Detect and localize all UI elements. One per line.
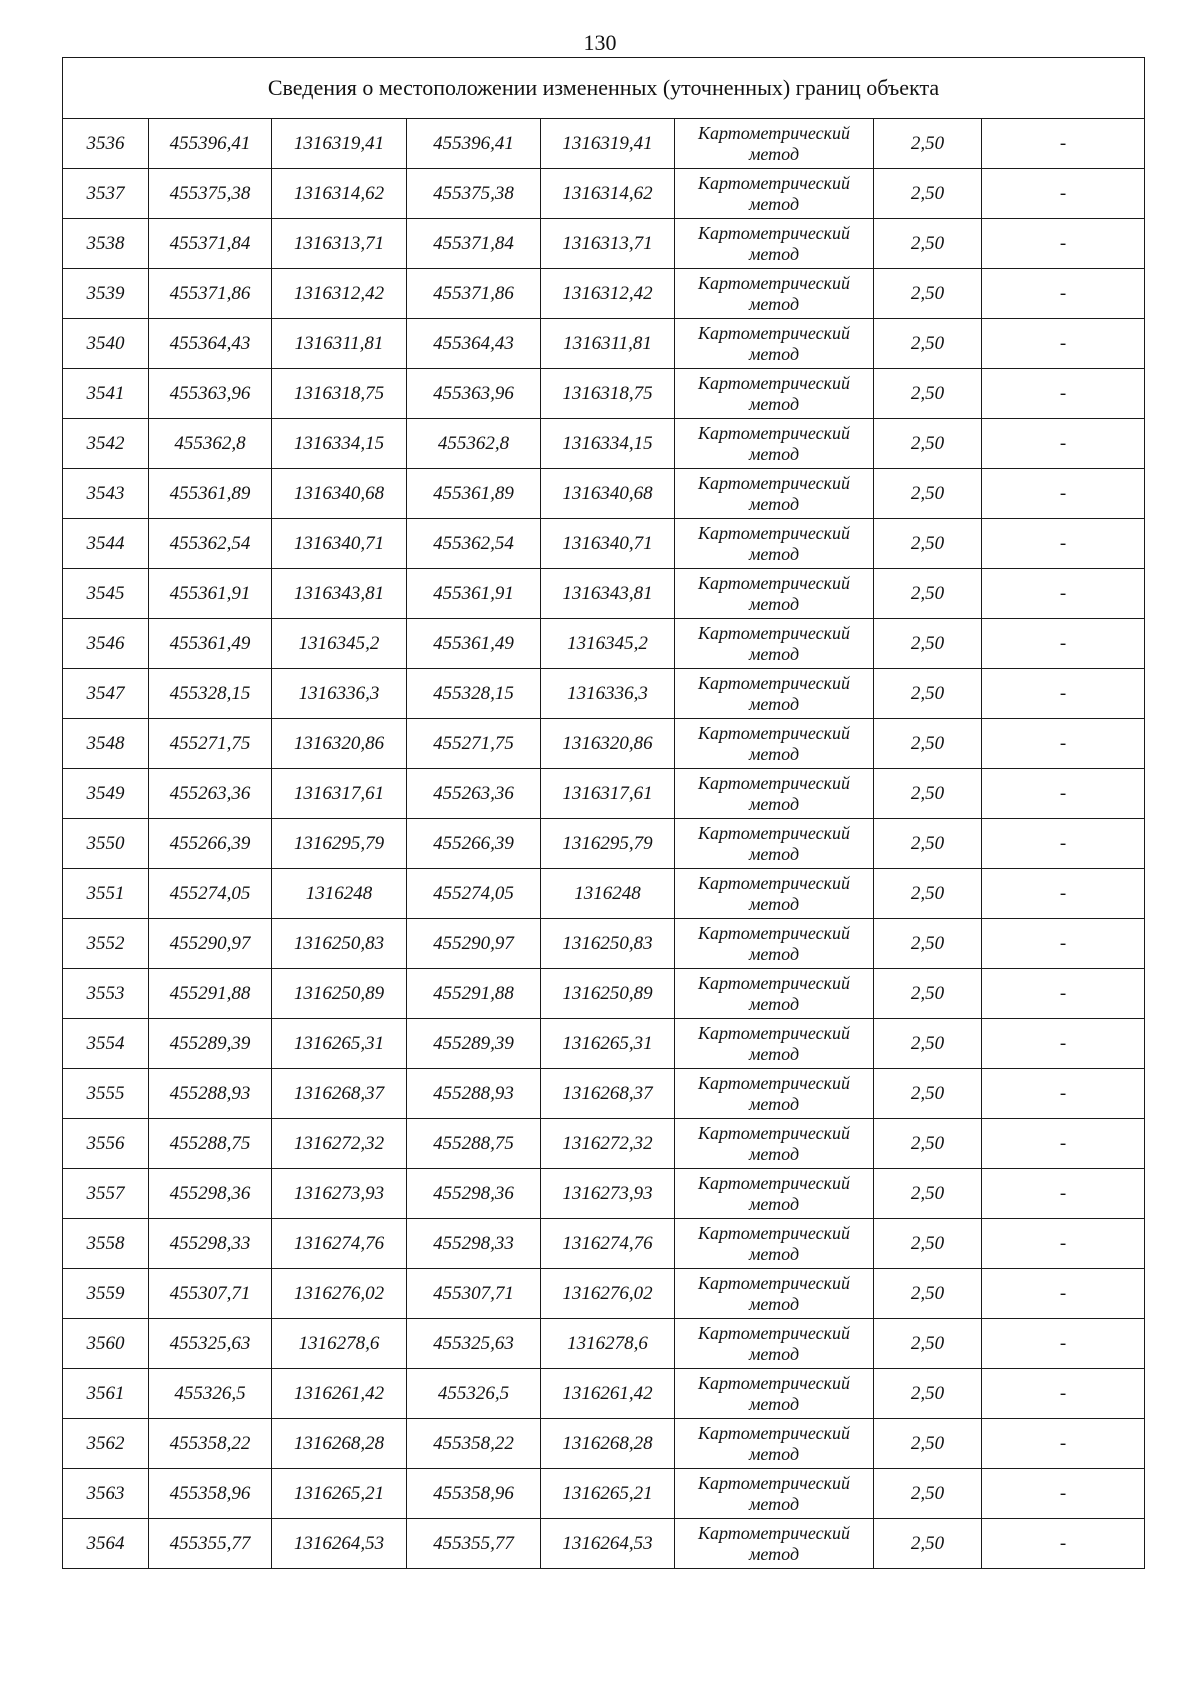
- existing-x-cell: 455298,36: [149, 1169, 272, 1219]
- accuracy-cell: 2,50: [874, 1369, 982, 1419]
- point-number-cell: 3550: [63, 819, 149, 869]
- table-row: [63, 1269, 1145, 1319]
- existing-y-cell: 1316345,2: [272, 619, 407, 669]
- existing-y-cell: 1316268,37: [272, 1069, 407, 1119]
- new-y-cell: 1316317,61: [541, 769, 675, 819]
- new-x-cell: 455326,5: [407, 1369, 541, 1419]
- point-number-cell: 3545: [63, 569, 149, 619]
- existing-x-cell: 455355,77: [149, 1519, 272, 1569]
- boundary-coordinates-table: [62, 57, 1145, 1569]
- new-x-cell: 455358,96: [407, 1469, 541, 1519]
- method-cell: Картометрический метод: [675, 569, 874, 619]
- new-y-cell: 1316273,93: [541, 1169, 675, 1219]
- existing-y-cell: 1316276,02: [272, 1269, 407, 1319]
- new-x-cell: 455362,54: [407, 519, 541, 569]
- description-cell: -: [982, 1219, 1145, 1269]
- new-x-cell: 455291,88: [407, 969, 541, 1019]
- new-y-cell: 1316274,76: [541, 1219, 675, 1269]
- existing-y-cell: 1316265,31: [272, 1019, 407, 1069]
- method-cell: Картометрический метод: [675, 1119, 874, 1169]
- table-row: [63, 1169, 1145, 1219]
- accuracy-cell: 2,50: [874, 419, 982, 469]
- new-y-cell: 1316295,79: [541, 819, 675, 869]
- new-x-cell: 455263,36: [407, 769, 541, 819]
- method-cell: Картометрический метод: [675, 369, 874, 419]
- description-cell: -: [982, 1369, 1145, 1419]
- description-cell: -: [982, 1169, 1145, 1219]
- method-cell: Картометрический метод: [675, 819, 874, 869]
- description-cell: -: [982, 1419, 1145, 1469]
- accuracy-cell: 2,50: [874, 219, 982, 269]
- point-number-cell: 3553: [63, 969, 149, 1019]
- new-y-cell: 1316268,37: [541, 1069, 675, 1119]
- existing-y-cell: 1316278,6: [272, 1319, 407, 1369]
- table-row: [63, 419, 1145, 469]
- existing-x-cell: 455325,63: [149, 1319, 272, 1369]
- point-number-cell: 3556: [63, 1119, 149, 1169]
- point-number-cell: 3538: [63, 219, 149, 269]
- point-number-cell: 3555: [63, 1069, 149, 1119]
- table-row: [63, 819, 1145, 869]
- new-x-cell: 455288,75: [407, 1119, 541, 1169]
- table-row: [63, 769, 1145, 819]
- accuracy-cell: 2,50: [874, 1019, 982, 1069]
- existing-y-cell: 1316343,81: [272, 569, 407, 619]
- point-number-cell: 3547: [63, 669, 149, 719]
- method-cell: Картометрический метод: [675, 969, 874, 1019]
- new-y-cell: 1316340,71: [541, 519, 675, 569]
- point-number-cell: 3541: [63, 369, 149, 419]
- description-cell: -: [982, 1019, 1145, 1069]
- accuracy-cell: 2,50: [874, 369, 982, 419]
- method-cell: Картометрический метод: [675, 1419, 874, 1469]
- accuracy-cell: 2,50: [874, 669, 982, 719]
- description-cell: -: [982, 469, 1145, 519]
- existing-x-cell: 455362,54: [149, 519, 272, 569]
- new-x-cell: 455362,8: [407, 419, 541, 469]
- new-x-cell: 455328,15: [407, 669, 541, 719]
- new-x-cell: 455289,39: [407, 1019, 541, 1069]
- method-cell: Картометрический метод: [675, 1519, 874, 1569]
- existing-x-cell: 455362,8: [149, 419, 272, 469]
- new-y-cell: 1316250,89: [541, 969, 675, 1019]
- description-cell: -: [982, 1269, 1145, 1319]
- description-cell: -: [982, 619, 1145, 669]
- table-row: [63, 1119, 1145, 1169]
- table-row: [63, 569, 1145, 619]
- table-row: [63, 869, 1145, 919]
- new-x-cell: 455363,96: [407, 369, 541, 419]
- accuracy-cell: 2,50: [874, 719, 982, 769]
- method-cell: Картометрический метод: [675, 619, 874, 669]
- method-cell: Картометрический метод: [675, 219, 874, 269]
- new-y-cell: 1316336,3: [541, 669, 675, 719]
- description-cell: -: [982, 269, 1145, 319]
- new-y-cell: 1316272,32: [541, 1119, 675, 1169]
- description-cell: -: [982, 919, 1145, 969]
- method-cell: Картометрический метод: [675, 769, 874, 819]
- accuracy-cell: 2,50: [874, 919, 982, 969]
- method-cell: Картометрический метод: [675, 869, 874, 919]
- existing-y-cell: 1316274,76: [272, 1219, 407, 1269]
- method-cell: Картометрический метод: [675, 469, 874, 519]
- description-cell: -: [982, 119, 1145, 169]
- method-cell: Картометрический метод: [675, 1269, 874, 1319]
- point-number-cell: 3548: [63, 719, 149, 769]
- method-cell: Картометрический метод: [675, 1319, 874, 1369]
- table-row: [63, 1019, 1145, 1069]
- new-x-cell: 455371,84: [407, 219, 541, 269]
- table-row: [63, 369, 1145, 419]
- table-row: [63, 1219, 1145, 1269]
- new-x-cell: 455298,36: [407, 1169, 541, 1219]
- table-row: [63, 1369, 1145, 1419]
- description-cell: -: [982, 1119, 1145, 1169]
- new-y-cell: 1316340,68: [541, 469, 675, 519]
- description-cell: -: [982, 1319, 1145, 1369]
- method-cell: Картометрический метод: [675, 1069, 874, 1119]
- description-cell: -: [982, 669, 1145, 719]
- existing-y-cell: 1316268,28: [272, 1419, 407, 1469]
- existing-x-cell: 455364,43: [149, 319, 272, 369]
- existing-y-cell: 1316264,53: [272, 1519, 407, 1569]
- point-number-cell: 3546: [63, 619, 149, 669]
- accuracy-cell: 2,50: [874, 1469, 982, 1519]
- method-cell: Картометрический метод: [675, 719, 874, 769]
- point-number-cell: 3560: [63, 1319, 149, 1369]
- method-cell: Картометрический метод: [675, 1019, 874, 1069]
- new-x-cell: 455361,89: [407, 469, 541, 519]
- method-cell: Картометрический метод: [675, 1169, 874, 1219]
- description-cell: -: [982, 1519, 1145, 1569]
- existing-y-cell: 1316261,42: [272, 1369, 407, 1419]
- existing-y-cell: 1316314,62: [272, 169, 407, 219]
- description-cell: -: [982, 1069, 1145, 1119]
- point-number-cell: 3549: [63, 769, 149, 819]
- method-cell: Картометрический метод: [675, 669, 874, 719]
- table-row: [63, 1469, 1145, 1519]
- table-row: [63, 1519, 1145, 1569]
- accuracy-cell: 2,50: [874, 1419, 982, 1469]
- description-cell: -: [982, 819, 1145, 869]
- new-y-cell: 1316320,86: [541, 719, 675, 769]
- method-cell: Картометрический метод: [675, 1219, 874, 1269]
- new-y-cell: 1316248: [541, 869, 675, 919]
- existing-x-cell: 455371,86: [149, 269, 272, 319]
- new-y-cell: 1316343,81: [541, 569, 675, 619]
- point-number-cell: 3539: [63, 269, 149, 319]
- accuracy-cell: 2,50: [874, 1519, 982, 1569]
- accuracy-cell: 2,50: [874, 519, 982, 569]
- table-row: [63, 969, 1145, 1019]
- accuracy-cell: 2,50: [874, 1119, 982, 1169]
- accuracy-cell: 2,50: [874, 119, 982, 169]
- existing-x-cell: 455371,84: [149, 219, 272, 269]
- new-x-cell: 455288,93: [407, 1069, 541, 1119]
- existing-x-cell: 455326,5: [149, 1369, 272, 1419]
- table-row: [63, 269, 1145, 319]
- existing-x-cell: 455328,15: [149, 669, 272, 719]
- point-number-cell: 3563: [63, 1469, 149, 1519]
- new-x-cell: 455396,41: [407, 119, 541, 169]
- new-y-cell: 1316318,75: [541, 369, 675, 419]
- new-x-cell: 455290,97: [407, 919, 541, 969]
- description-cell: -: [982, 969, 1145, 1019]
- new-x-cell: 455325,63: [407, 1319, 541, 1369]
- method-cell: Картометрический метод: [675, 1369, 874, 1419]
- new-y-cell: 1316311,81: [541, 319, 675, 369]
- existing-x-cell: 455271,75: [149, 719, 272, 769]
- point-number-cell: 3544: [63, 519, 149, 569]
- existing-x-cell: 455361,91: [149, 569, 272, 619]
- point-number-cell: 3557: [63, 1169, 149, 1219]
- method-cell: Картометрический метод: [675, 319, 874, 369]
- new-y-cell: 1316264,53: [541, 1519, 675, 1569]
- accuracy-cell: 2,50: [874, 869, 982, 919]
- existing-x-cell: 455288,93: [149, 1069, 272, 1119]
- point-number-cell: 3543: [63, 469, 149, 519]
- existing-y-cell: 1316319,41: [272, 119, 407, 169]
- accuracy-cell: 2,50: [874, 319, 982, 369]
- new-x-cell: 455364,43: [407, 319, 541, 369]
- table-row: [63, 1319, 1145, 1369]
- point-number-cell: 3542: [63, 419, 149, 469]
- existing-y-cell: 1316318,75: [272, 369, 407, 419]
- accuracy-cell: 2,50: [874, 969, 982, 1019]
- existing-x-cell: 455358,22: [149, 1419, 272, 1469]
- accuracy-cell: 2,50: [874, 619, 982, 669]
- new-y-cell: 1316334,15: [541, 419, 675, 469]
- table-row: [63, 519, 1145, 569]
- new-y-cell: 1316265,21: [541, 1469, 675, 1519]
- accuracy-cell: 2,50: [874, 1269, 982, 1319]
- table-caption: Сведения о местоположении измененных (уточненных) границ объекта: [63, 58, 1145, 119]
- new-x-cell: 455375,38: [407, 169, 541, 219]
- existing-y-cell: 1316273,93: [272, 1169, 407, 1219]
- existing-y-cell: 1316312,42: [272, 269, 407, 319]
- table-row: [63, 919, 1145, 969]
- description-cell: -: [982, 319, 1145, 369]
- existing-y-cell: 1316248: [272, 869, 407, 919]
- existing-y-cell: 1316313,71: [272, 219, 407, 269]
- point-number-cell: 3537: [63, 169, 149, 219]
- method-cell: Картометрический метод: [675, 919, 874, 969]
- existing-x-cell: 455396,41: [149, 119, 272, 169]
- point-number-cell: 3562: [63, 1419, 149, 1469]
- description-cell: -: [982, 719, 1145, 769]
- existing-y-cell: 1316272,32: [272, 1119, 407, 1169]
- table-row: [63, 1419, 1145, 1469]
- description-cell: -: [982, 369, 1145, 419]
- existing-x-cell: 455298,33: [149, 1219, 272, 1269]
- point-number-cell: 3554: [63, 1019, 149, 1069]
- point-number-cell: 3552: [63, 919, 149, 969]
- existing-x-cell: 455290,97: [149, 919, 272, 969]
- accuracy-cell: 2,50: [874, 1069, 982, 1119]
- existing-y-cell: 1316265,21: [272, 1469, 407, 1519]
- existing-y-cell: 1316340,68: [272, 469, 407, 519]
- accuracy-cell: 2,50: [874, 269, 982, 319]
- method-cell: Картометрический метод: [675, 269, 874, 319]
- new-y-cell: 1316261,42: [541, 1369, 675, 1419]
- existing-y-cell: 1316250,89: [272, 969, 407, 1019]
- existing-x-cell: 455291,88: [149, 969, 272, 1019]
- table-row: [63, 619, 1145, 669]
- description-cell: -: [982, 569, 1145, 619]
- description-cell: -: [982, 769, 1145, 819]
- new-y-cell: 1316265,31: [541, 1019, 675, 1069]
- method-cell: Картометрический метод: [675, 119, 874, 169]
- table-row: [63, 1069, 1145, 1119]
- new-y-cell: 1316313,71: [541, 219, 675, 269]
- table-row: [63, 319, 1145, 369]
- page-number: 130: [583, 30, 617, 55]
- existing-y-cell: 1316317,61: [272, 769, 407, 819]
- existing-y-cell: 1316336,3: [272, 669, 407, 719]
- description-cell: -: [982, 1469, 1145, 1519]
- existing-x-cell: 455375,38: [149, 169, 272, 219]
- method-cell: Картометрический метод: [675, 169, 874, 219]
- accuracy-cell: 2,50: [874, 1219, 982, 1269]
- new-x-cell: 455371,86: [407, 269, 541, 319]
- existing-x-cell: 455307,71: [149, 1269, 272, 1319]
- point-number-cell: 3540: [63, 319, 149, 369]
- existing-x-cell: 455361,49: [149, 619, 272, 669]
- existing-x-cell: 455289,39: [149, 1019, 272, 1069]
- method-cell: Картометрический метод: [675, 1469, 874, 1519]
- accuracy-cell: 2,50: [874, 1319, 982, 1369]
- existing-y-cell: 1316295,79: [272, 819, 407, 869]
- new-x-cell: 455298,33: [407, 1219, 541, 1269]
- existing-y-cell: 1316311,81: [272, 319, 407, 369]
- new-y-cell: 1316268,28: [541, 1419, 675, 1469]
- accuracy-cell: 2,50: [874, 769, 982, 819]
- new-y-cell: 1316250,83: [541, 919, 675, 969]
- method-cell: Картометрический метод: [675, 519, 874, 569]
- table-caption-row: [63, 58, 1145, 119]
- point-number-cell: 3536: [63, 119, 149, 169]
- table-row: [63, 469, 1145, 519]
- existing-x-cell: 455363,96: [149, 369, 272, 419]
- new-x-cell: 455307,71: [407, 1269, 541, 1319]
- table-row: [63, 719, 1145, 769]
- new-y-cell: 1316314,62: [541, 169, 675, 219]
- existing-x-cell: 455274,05: [149, 869, 272, 919]
- description-cell: -: [982, 869, 1145, 919]
- table-row: [63, 669, 1145, 719]
- existing-x-cell: 455263,36: [149, 769, 272, 819]
- new-x-cell: 455271,75: [407, 719, 541, 769]
- point-number-cell: 3551: [63, 869, 149, 919]
- description-cell: -: [982, 519, 1145, 569]
- accuracy-cell: 2,50: [874, 1169, 982, 1219]
- existing-x-cell: 455288,75: [149, 1119, 272, 1169]
- new-y-cell: 1316345,2: [541, 619, 675, 669]
- description-cell: -: [982, 219, 1145, 269]
- existing-y-cell: 1316320,86: [272, 719, 407, 769]
- existing-x-cell: 455358,96: [149, 1469, 272, 1519]
- new-y-cell: 1316312,42: [541, 269, 675, 319]
- method-cell: Картометрический метод: [675, 419, 874, 469]
- accuracy-cell: 2,50: [874, 169, 982, 219]
- existing-y-cell: 1316250,83: [272, 919, 407, 969]
- new-y-cell: 1316278,6: [541, 1319, 675, 1369]
- description-cell: -: [982, 419, 1145, 469]
- point-number-cell: 3559: [63, 1269, 149, 1319]
- new-x-cell: 455355,77: [407, 1519, 541, 1569]
- new-y-cell: 1316276,02: [541, 1269, 675, 1319]
- accuracy-cell: 2,50: [874, 819, 982, 869]
- new-x-cell: 455361,49: [407, 619, 541, 669]
- table-row: [63, 219, 1145, 269]
- new-x-cell: 455361,91: [407, 569, 541, 619]
- point-number-cell: 3561: [63, 1369, 149, 1419]
- accuracy-cell: 2,50: [874, 569, 982, 619]
- new-x-cell: 455358,22: [407, 1419, 541, 1469]
- existing-y-cell: 1316340,71: [272, 519, 407, 569]
- new-x-cell: 455274,05: [407, 869, 541, 919]
- existing-x-cell: 455266,39: [149, 819, 272, 869]
- point-number-cell: 3558: [63, 1219, 149, 1269]
- table-row: [63, 169, 1145, 219]
- accuracy-cell: 2,50: [874, 469, 982, 519]
- point-number-cell: 3564: [63, 1519, 149, 1569]
- existing-y-cell: 1316334,15: [272, 419, 407, 469]
- description-cell: -: [982, 169, 1145, 219]
- new-x-cell: 455266,39: [407, 819, 541, 869]
- existing-x-cell: 455361,89: [149, 469, 272, 519]
- table-row: [63, 119, 1145, 169]
- new-y-cell: 1316319,41: [541, 119, 675, 169]
